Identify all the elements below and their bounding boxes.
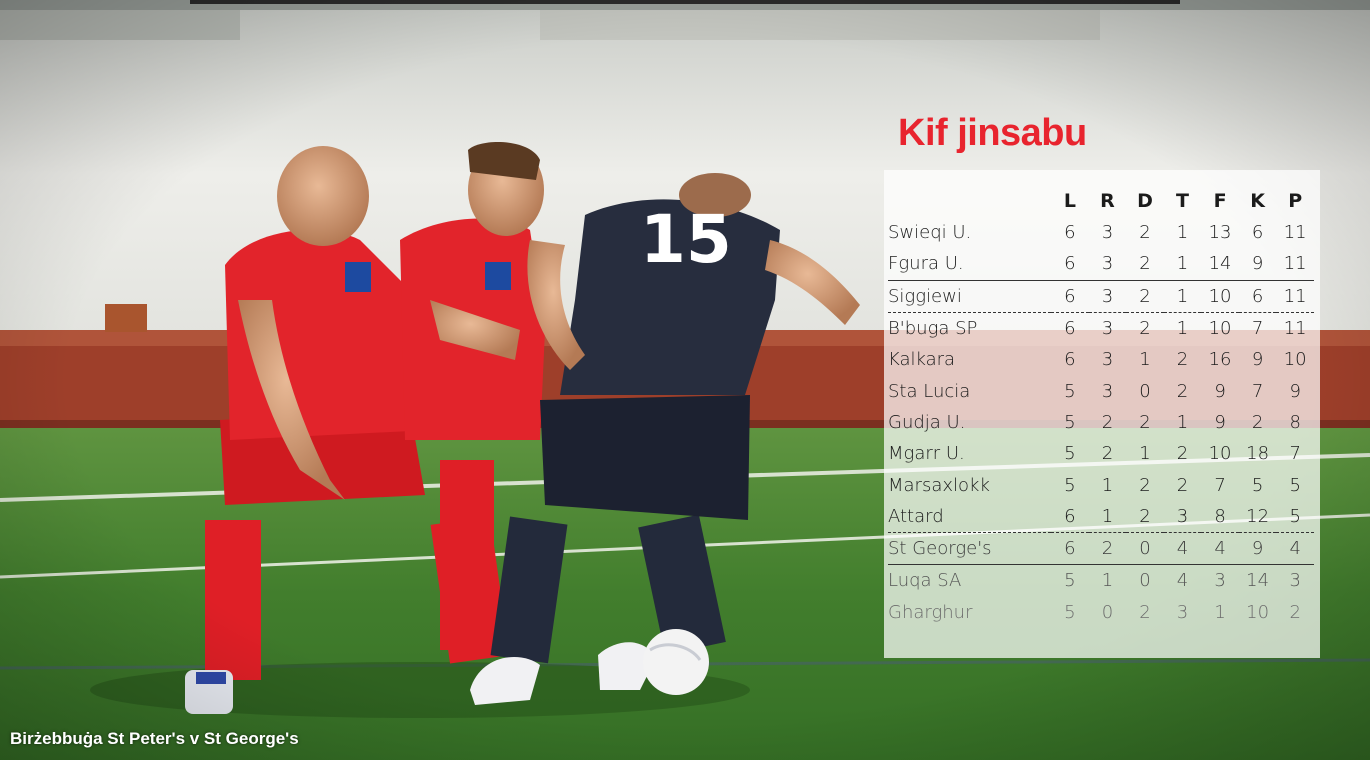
stat-cell: 2 [1126, 280, 1164, 312]
stat-cell: 2 [1176, 349, 1189, 371]
stat-cell: 8 [1289, 411, 1301, 433]
stat-cell: 6 [1239, 280, 1277, 312]
stat-cell: 2 [1176, 443, 1189, 465]
stat-cell: 3 [1101, 318, 1114, 340]
stat-cell: 10 [1246, 601, 1270, 623]
stat-cell: 11 [1276, 248, 1314, 280]
stat-cell: 2 [1139, 411, 1151, 433]
stat-cell: 1 [1101, 474, 1114, 496]
stat-cell: 2 [1101, 411, 1114, 433]
table-row [888, 312, 1314, 344]
stat-cell: 13 [1208, 222, 1232, 244]
stat-cell: 2 [1089, 532, 1127, 564]
stat-cell: 0 [1139, 570, 1151, 592]
table-row [888, 375, 1314, 406]
stat-cell: 2 [1289, 601, 1301, 623]
team-name: Marsaxlokk [888, 474, 990, 496]
stat-cell: 2 [1139, 222, 1151, 244]
stat-cell: 1 [1139, 349, 1151, 371]
stat-cell: 3 [1101, 380, 1114, 402]
stat-cell: 10 [1208, 443, 1232, 465]
stat-cell: 1 [1164, 280, 1202, 312]
stat-cell: 3 [1101, 222, 1114, 244]
team-name: Kalkara [888, 349, 956, 371]
stat-cell: 5 [1064, 474, 1076, 496]
stat-cell: 9 [1239, 248, 1277, 280]
table-row [888, 217, 1314, 248]
stat-cell: 2 [1126, 248, 1164, 280]
team-name: Swieqi U. [888, 222, 972, 244]
column-header-lost: T [1176, 189, 1189, 212]
stat-cell: 7 [1214, 474, 1226, 496]
column-header-goals-for: F [1213, 189, 1227, 212]
stat-cell: 4 [1276, 532, 1314, 564]
stat-cell: 0 [1139, 380, 1151, 402]
stat-cell: 3 [1176, 601, 1189, 623]
stat-cell: 12 [1239, 501, 1277, 533]
team-name: Sta Lucia [888, 380, 971, 402]
stat-cell: 10 [1283, 349, 1307, 371]
stat-cell: 6 [1064, 318, 1076, 340]
stat-cell: 11 [1276, 280, 1314, 312]
stat-cell: 3 [1214, 570, 1226, 592]
photo-caption: Birżebbuġa St Peter's v St George's [10, 729, 299, 748]
standings-table [888, 184, 1314, 628]
stat-cell: 2 [1251, 411, 1264, 433]
stat-cell: 11 [1283, 318, 1307, 340]
stat-cell: 5 [1064, 411, 1076, 433]
team-name: Gharghur [888, 601, 973, 623]
stat-cell: 18 [1246, 443, 1270, 465]
column-header-drawn: D [1137, 189, 1153, 212]
team-name: Mgarr U. [888, 443, 965, 465]
table-row [888, 597, 1314, 628]
column-header-goals-against: K [1250, 189, 1265, 212]
stat-cell: 6 [1064, 222, 1076, 244]
stat-cell: 5 [1251, 474, 1264, 496]
team-name: Attard [888, 501, 1051, 533]
stat-cell: 1 [1139, 443, 1151, 465]
stat-cell: 8 [1201, 501, 1239, 533]
stat-cell: 4 [1164, 532, 1202, 564]
stat-cell: 5 [1064, 443, 1076, 465]
stat-cell: 6 [1051, 532, 1089, 564]
column-header-points: P [1288, 189, 1303, 212]
stat-cell: 5 [1276, 501, 1314, 533]
stat-cell: 5 [1064, 570, 1076, 592]
stat-cell: 3 [1089, 280, 1127, 312]
stat-cell: 2 [1139, 601, 1151, 623]
table-row [888, 565, 1314, 597]
stat-cell: 6 [1251, 222, 1264, 244]
stat-cell: 1 [1214, 601, 1226, 623]
stat-cell: 4 [1176, 570, 1189, 592]
stat-cell: 2 [1139, 318, 1151, 340]
stat-cell: 5 [1289, 474, 1301, 496]
stat-cell: 1 [1089, 501, 1127, 533]
team-name: Fgura U. [888, 248, 1051, 280]
stat-cell: 3 [1289, 570, 1301, 592]
stat-cell: 2 [1176, 474, 1189, 496]
table-row [888, 469, 1314, 500]
stat-cell: 1 [1176, 411, 1189, 433]
table-row [888, 438, 1314, 469]
stat-cell: 10 [1208, 318, 1232, 340]
team-name: Gudja U. [888, 411, 966, 433]
team-name: St George's [888, 532, 1051, 564]
stat-cell: 1 [1164, 248, 1202, 280]
stat-cell: 2 [1139, 474, 1151, 496]
stat-cell: 6 [1051, 248, 1089, 280]
stat-cell: 9 [1239, 532, 1277, 564]
stat-cell: 16 [1208, 349, 1232, 371]
stat-cell: 7 [1251, 380, 1264, 402]
standings-title: Kif jinsabu [898, 112, 1087, 154]
stat-cell: 2 [1176, 380, 1189, 402]
stat-cell: 9 [1214, 411, 1226, 433]
stat-cell: 9 [1251, 349, 1264, 371]
team-name: Siggiewi [888, 280, 1051, 312]
stat-cell: 9 [1289, 380, 1301, 402]
stat-cell: 14 [1246, 570, 1270, 592]
stat-cell: 1 [1176, 222, 1189, 244]
column-header-won: R [1100, 189, 1115, 212]
table-row [888, 248, 1314, 280]
stat-cell: 6 [1064, 349, 1076, 371]
table-row [888, 501, 1314, 533]
stat-cell: 5 [1064, 380, 1076, 402]
stat-cell: 1 [1176, 318, 1189, 340]
standings-table-panel [884, 170, 1320, 658]
team-name: Luqa SA [888, 570, 962, 592]
table-row [888, 280, 1314, 312]
stat-cell: 3 [1089, 248, 1127, 280]
stat-cell: 10 [1201, 280, 1239, 312]
stat-cell: 5 [1064, 601, 1076, 623]
stat-cell: 0 [1126, 532, 1164, 564]
table-row [888, 532, 1314, 564]
stat-cell: 3 [1164, 501, 1202, 533]
team-name: B'buga SP [888, 318, 978, 340]
column-header-played: L [1063, 189, 1076, 212]
standings-header-row [888, 184, 1314, 217]
table-row [888, 344, 1314, 375]
column-header-team [888, 184, 1051, 217]
stat-cell: 7 [1289, 443, 1301, 465]
stat-cell: 14 [1201, 248, 1239, 280]
stat-cell: 7 [1251, 318, 1264, 340]
stat-cell: 1 [1101, 570, 1114, 592]
stat-cell: 4 [1201, 532, 1239, 564]
stat-cell: 2 [1101, 443, 1114, 465]
stat-cell: 9 [1214, 380, 1226, 402]
stat-cell: 6 [1051, 501, 1089, 533]
stat-cell: 11 [1283, 222, 1307, 244]
stat-cell: 0 [1101, 601, 1114, 623]
stat-cell: 3 [1101, 349, 1114, 371]
table-row [888, 407, 1314, 438]
stat-cell: 2 [1126, 501, 1164, 533]
stat-cell: 6 [1051, 280, 1089, 312]
